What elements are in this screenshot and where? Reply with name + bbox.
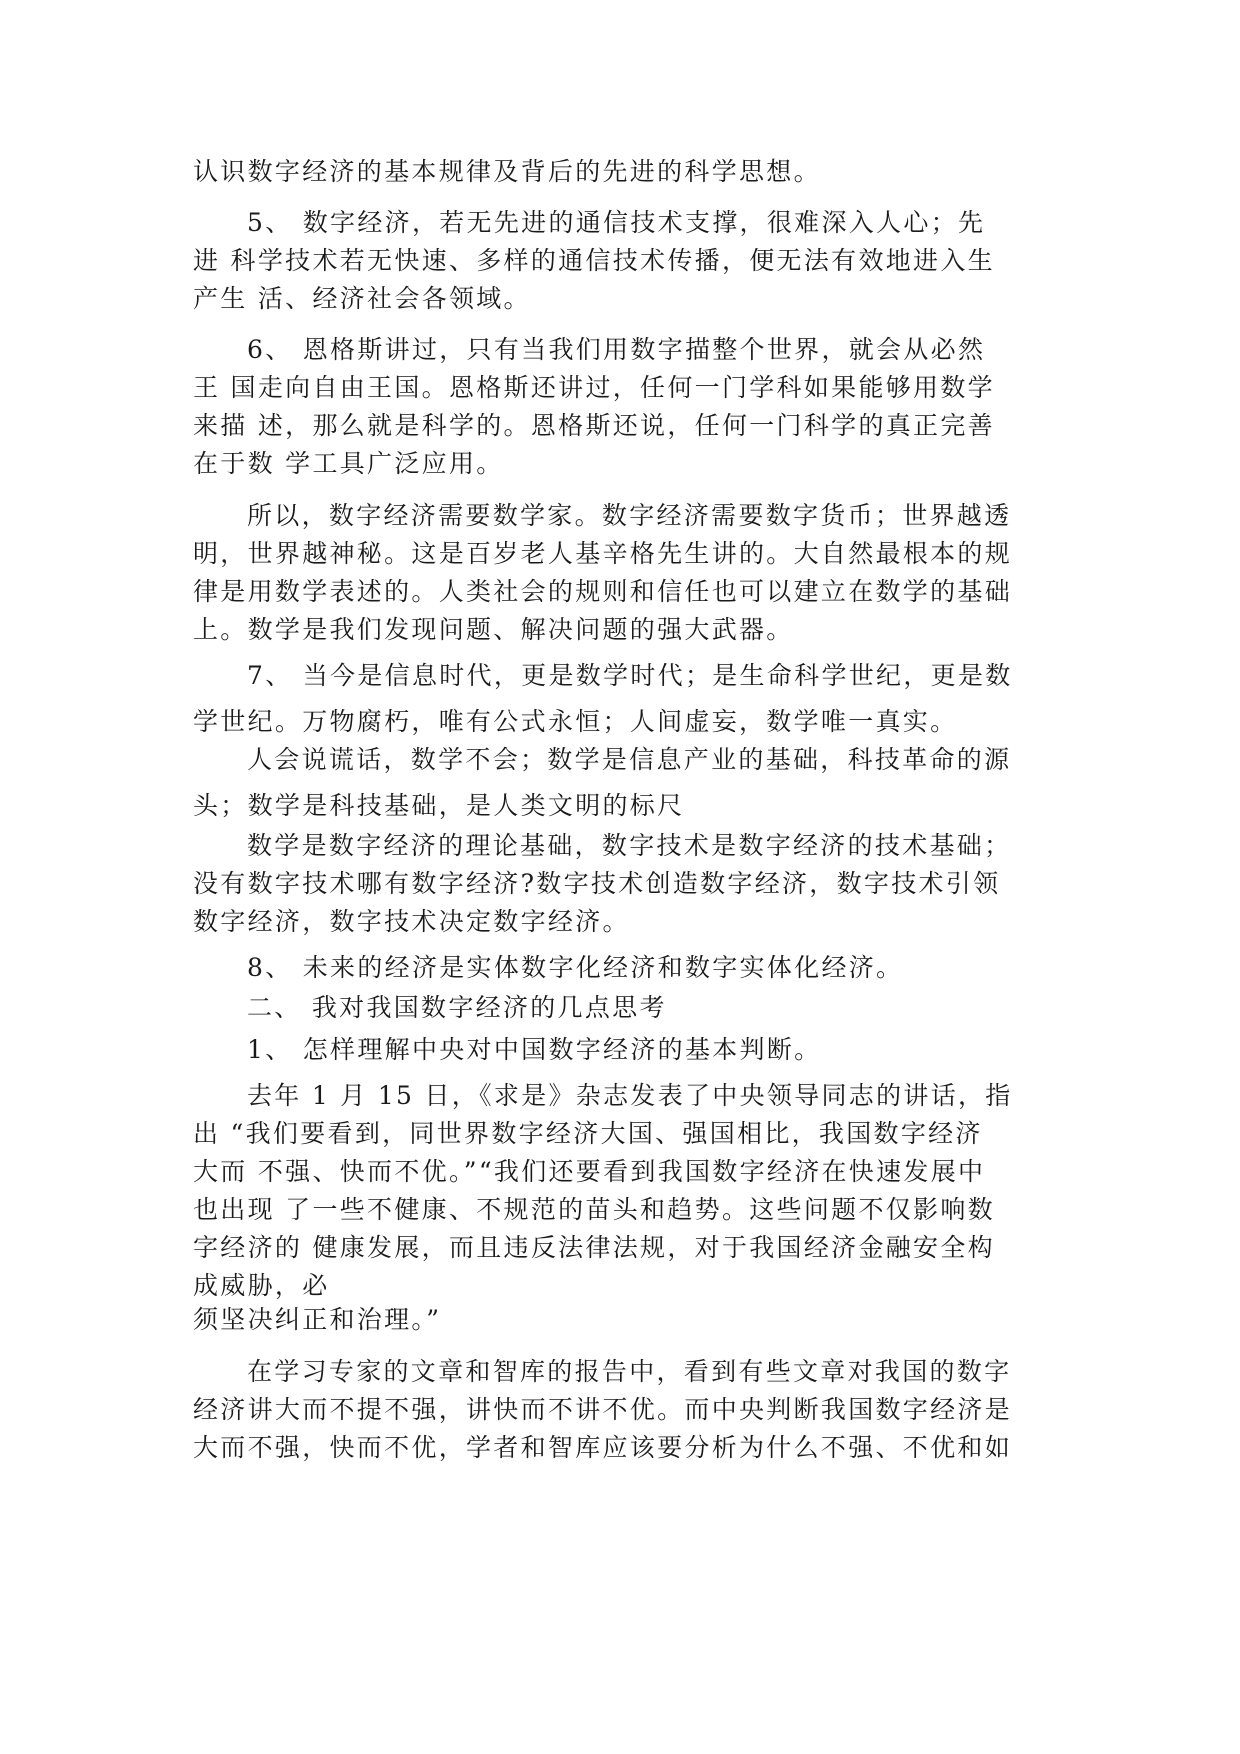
paragraph-experts-line-1: 在学习专家的文章和智库的报告中，看到有些文章对我国的数字 [247,1357,1012,1386]
item-6-line-2: 王 国走向自由王国。恩格斯还讲过，任何一门学科如果能够用数学 [193,373,995,402]
item-5-line-1: 5、 数字经济，若无先进的通信技术支撑，很难深入人心；先 [247,208,986,237]
paragraph-qiushi-line-3: 大而 不强、快而不优。”“我们还要看到我国数字经济在快速发展中 [193,1157,986,1186]
item-5-line-2: 进 科学技术若无快速、多样的通信技术传播，便无法有效地进入生 [193,246,995,275]
paragraph-lies-line-2: 头；数学是科技基础，是人类文明的标尺 [193,791,685,820]
paragraph-foundation-line-3: 数字经济，数字技术决定数字经济。 [193,907,630,936]
paragraph-foundation-line-2: 没有数字技术哪有数字经济?数字技术创造数字经济，数字技术引领 [193,869,1001,898]
item-7-line-2: 学世纪。万物腐朽，唯有公式永恒；人间虚妄，数学唯一真实。 [193,707,958,736]
paragraph-qiushi-line-1: 去年 1 月 15 日，《求是》杂志发表了中央领导同志的讲话，指 [247,1081,1013,1110]
item-7-line-1: 7、 当今是信息时代，更是数学时代；是生命科学世纪，更是数 [247,661,1013,690]
paragraph-qiushi-line-4: 也出现 了一些不健康、不规范的苗头和趋势。这些问题不仅影响数 [193,1195,995,1224]
paragraph-qiushi-line-6: 成威胁，必 [193,1271,330,1300]
paragraph-math-line-4: 上。数学是我们发现问题、解决问题的强大武器。 [193,615,794,644]
subsection-1-heading: 1、 怎样理解中央对中国数字经济的基本判断。 [247,1035,822,1064]
paragraph-lies-line-1: 人会说谎话，数学不会；数学是信息产业的基础，科技革命的源 [247,745,1012,774]
item-8-line-1: 8、 未来的经济是实体数字化经济和数字实体化经济。 [247,953,904,982]
paragraph-experts-line-2: 经济讲大而不提不强，讲快而不讲不优。而中央判断我国数字经济是 [193,1395,1013,1424]
item-6-line-4: 在于数 学工具广泛应用。 [193,449,504,478]
paragraph-math-line-2: 明，世界越神秘。这是百岁老人基辛格先生讲的。大自然最根本的规 [193,539,1013,568]
paragraph-foundation-line-1: 数学是数字经济的理论基础，数字技术是数字经济的技术基础； [247,831,1012,860]
paragraph-math-line-1: 所以，数字经济需要数学家。数字经济需要数字货币；世界越透 [247,501,1012,530]
paragraph-qiushi-line-5: 字经济的 健康发展，而且违反法律法规，对于我国经济金融安全构 [193,1233,995,1262]
item-5-line-3: 产生 活、经济社会各领域。 [193,284,531,313]
item-6-line-3: 来描 述，那么就是科学的。恩格斯还说，任何一门科学的真正完善 [193,411,995,440]
paragraph-qiushi-line-2: 出 “我们要看到，同世界数字经济大国、强国相比，我国数字经济 [193,1119,983,1148]
text-line-1: 认识数字经济的基本规律及背后的先进的科学思想。 [193,157,821,186]
paragraph-qiushi-line-7: 须坚决纠正和治理。” [193,1305,442,1334]
paragraph-experts-line-3: 大而不强，快而不优，学者和智库应该要分析为什么不强、不优和如 [193,1433,1013,1462]
paragraph-math-line-3: 律是用数学表述的。人类社会的规则和信任也可以建立在数学的基础 [193,577,1013,606]
section-2-heading: 二、 我对我国数字经济的几点思考 [247,993,667,1022]
item-6-line-1: 6、 恩格斯讲过，只有当我们用数字描整个世界，就会从必然 [247,335,986,364]
